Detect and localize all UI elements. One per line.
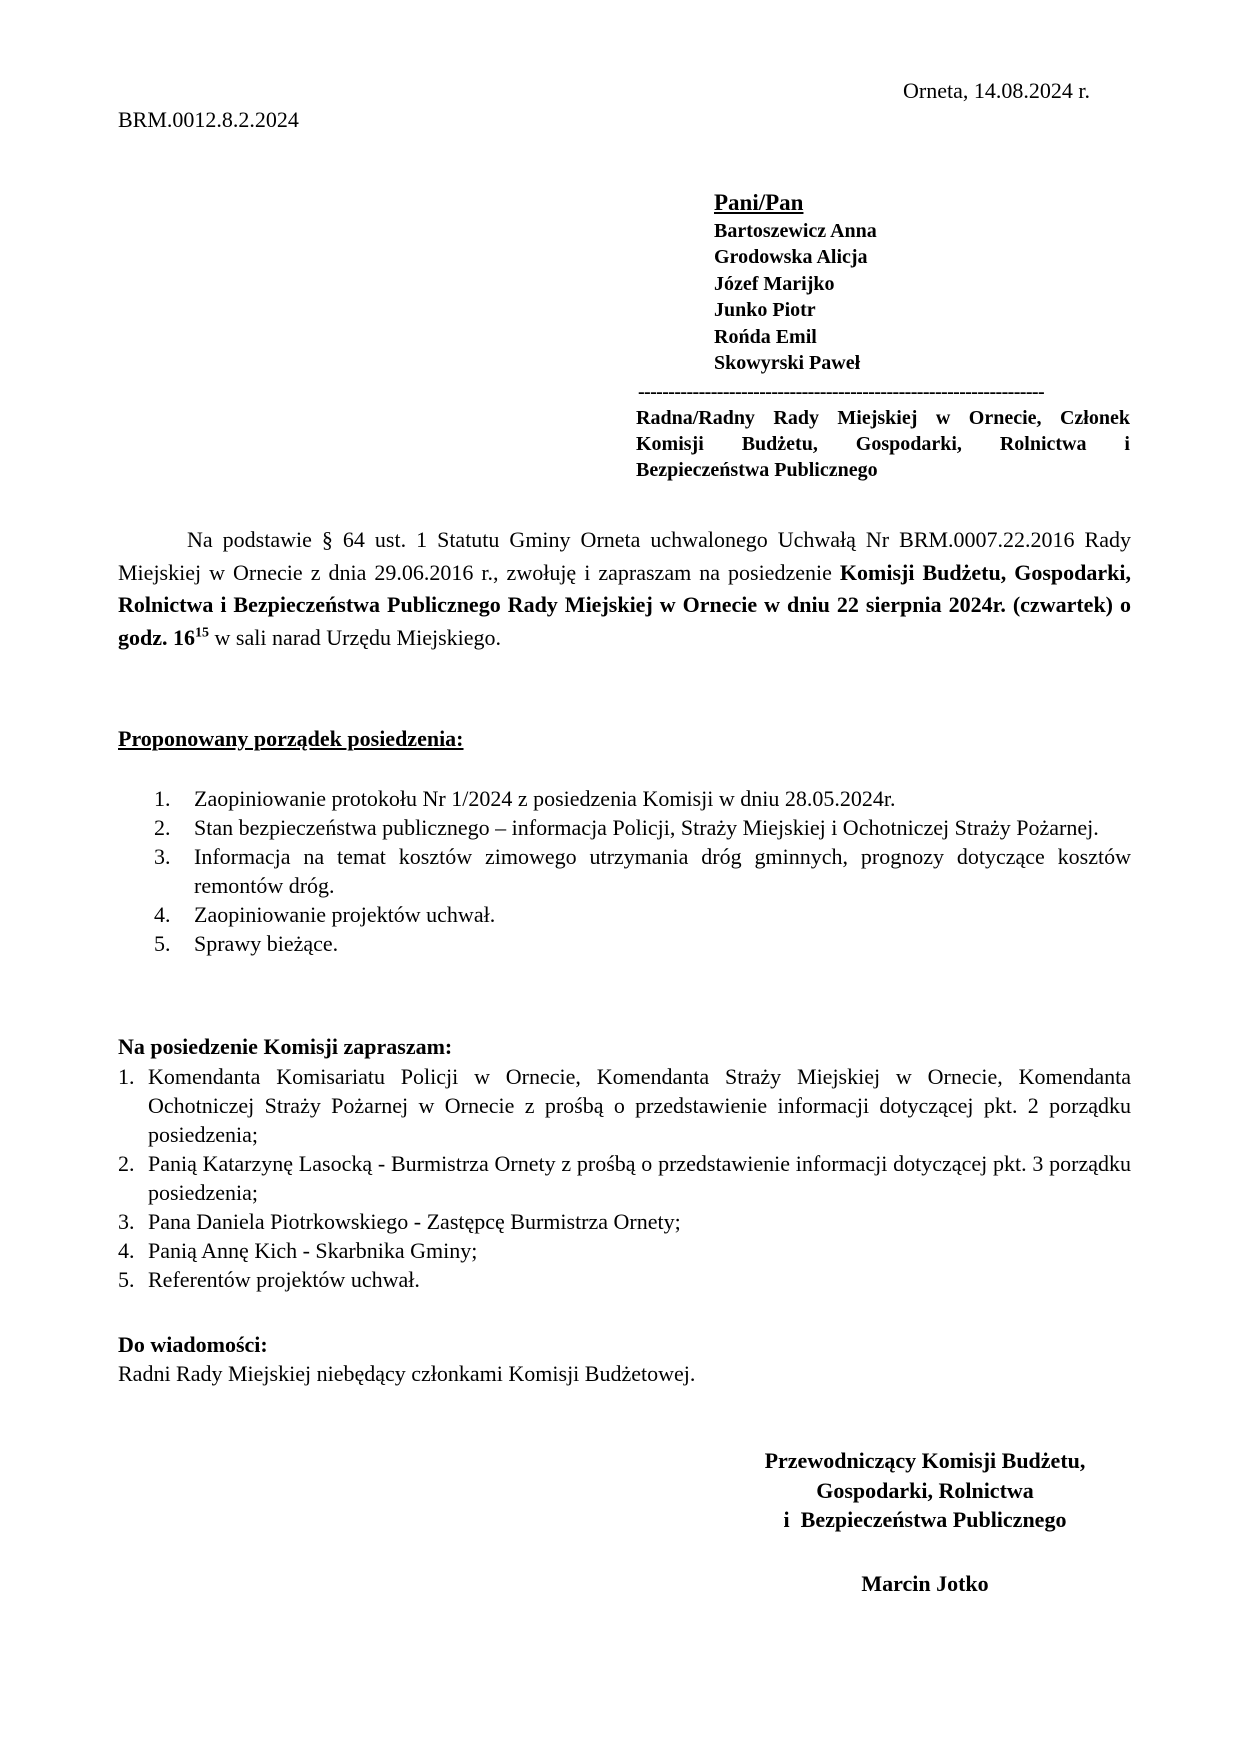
- item-number: 3.: [154, 844, 171, 869]
- agenda-list: [118, 784, 1131, 958]
- list-item: [118, 784, 1131, 813]
- reference-number: BRM.0012.8.2.2024: [118, 107, 299, 132]
- addressee-name: Józef Marijko: [714, 272, 835, 295]
- item-text: Panią Annę Kich - Skarbnika Gminy;: [148, 1238, 478, 1263]
- item-text: Zaopiniowanie projektów uchwał.: [194, 902, 496, 927]
- invitees-heading: Na posiedzenie Komisji zapraszam:: [118, 1034, 453, 1059]
- addressee-name: Rońda Emil: [714, 325, 817, 348]
- cc-text: Radni Rady Miejskiej niebędący członkami Komisji Budżetowej.: [118, 1361, 696, 1386]
- signer-name: Marcin Jotko: [861, 1570, 989, 1596]
- body-intro: Na podstawie § 64 ust. 1 Statutu Gminy Orneta uchwalonego Uchwałą Nr BRM.0007.22.2016 Rady Miejskiej w Ornecie z dnia 29.06.2016 r., zwołuję i zapraszam na posiedzenie: [118, 527, 1131, 585]
- place-date: Orneta, 14.08.2024 r.: [903, 78, 1090, 103]
- item-number: 3.: [118, 1209, 135, 1234]
- list-item: [118, 842, 1131, 900]
- item-text: Referentów projektów uchwał.: [148, 1267, 420, 1292]
- item-text: Stan bezpieczeństwa publicznego – informacja Policji, Straży Miejskiej i Ochotniczej Straży Pożarnej.: [194, 815, 1099, 840]
- item-number: 4.: [154, 902, 171, 927]
- signature-block: [725, 1446, 1125, 1598]
- signature-title-line: i Bezpieczeństwa Publicznego: [783, 1507, 1067, 1532]
- item-number: 4.: [118, 1238, 135, 1263]
- invitees-list: [118, 1062, 1131, 1294]
- addressee-name: Junko Piotr: [714, 299, 816, 322]
- list-item: [118, 1207, 1131, 1236]
- body-outro: w sali narad Urzędu Miejskiego.: [209, 624, 502, 650]
- item-text: Komendanta Komisariatu Policji w Ornecie, Komendanta Straży Miejskiej w Ornecie, Komendanta Ochotniczej Straży Pożarnej w Ornecie z prośbą o przedstawienie informacji dotyczącej pkt. 2 porządku posiedzenia;: [148, 1064, 1131, 1147]
- item-text: Panią Katarzynę Lasocką - Burmistrza Ornety z prośbą o przedstawienie informacji dotyczącej pkt. 3 porządku posiedzenia;: [148, 1151, 1131, 1205]
- signature-title-line: Przewodniczący Komisji Budżetu,: [764, 1448, 1086, 1473]
- item-text: Pana Daniela Piotrkowskiego - Zastępcę Burmistrza Ornety;: [148, 1209, 681, 1234]
- body-paragraph: [118, 524, 1131, 654]
- signature-title-line: Gospodarki, Rolnictwa: [816, 1477, 1034, 1503]
- addressee-name: Skowyrski Paweł: [714, 352, 861, 375]
- list-item: [118, 1149, 1131, 1207]
- salutation: Pani/Pan: [714, 190, 804, 215]
- item-text: Sprawy bieżące.: [194, 931, 339, 956]
- separator-line: -------------------------------------------------------------------: [638, 381, 1045, 403]
- list-item: [118, 813, 1131, 842]
- list-item: [118, 929, 1131, 958]
- item-number: 5.: [118, 1267, 135, 1292]
- time-superscript: 15: [195, 625, 209, 641]
- agenda-heading: Proponowany porządek posiedzenia:: [118, 726, 464, 751]
- addressee-name: Grodowska Alicja: [714, 246, 868, 269]
- item-number: 2.: [154, 815, 171, 840]
- item-number: 1.: [118, 1064, 135, 1089]
- cc-heading: Do wiadomości:: [118, 1332, 268, 1357]
- addressee-block: [714, 188, 1134, 376]
- addressee-name: Bartoszewicz Anna: [714, 220, 877, 242]
- list-item: [118, 900, 1131, 929]
- body-meeting-text: Komisji Budżetu, Gospodarki, Rolnictwa i Bezpieczeństwa Publicznego Rady Miejskiej w Ornecie w dniu 22 sierpnia 2024r. (czwartek) o godz. 16: [118, 559, 1131, 650]
- list-item: [118, 1236, 1131, 1265]
- item-text: Zaopiniowanie protokołu Nr 1/2024 z posiedzenia Komisji w dniu 28.05.2024r.: [194, 786, 896, 811]
- item-number: 2.: [118, 1151, 135, 1176]
- item-text: Informacja na temat kosztów zimowego utrzymania dróg gminnych, prognozy dotyczące kosztów remontów dróg.: [194, 844, 1131, 898]
- list-item: [118, 1265, 1131, 1294]
- item-number: 5.: [154, 931, 171, 956]
- item-number: 1.: [154, 786, 171, 811]
- recipient-role: Radna/Radny Rady Miejskiej w Ornecie, Członek Komisji Budżetu, Gospodarki, Rolnictwa i Bezpieczeństwa Publicznego: [636, 407, 1130, 481]
- list-item: [118, 1062, 1131, 1149]
